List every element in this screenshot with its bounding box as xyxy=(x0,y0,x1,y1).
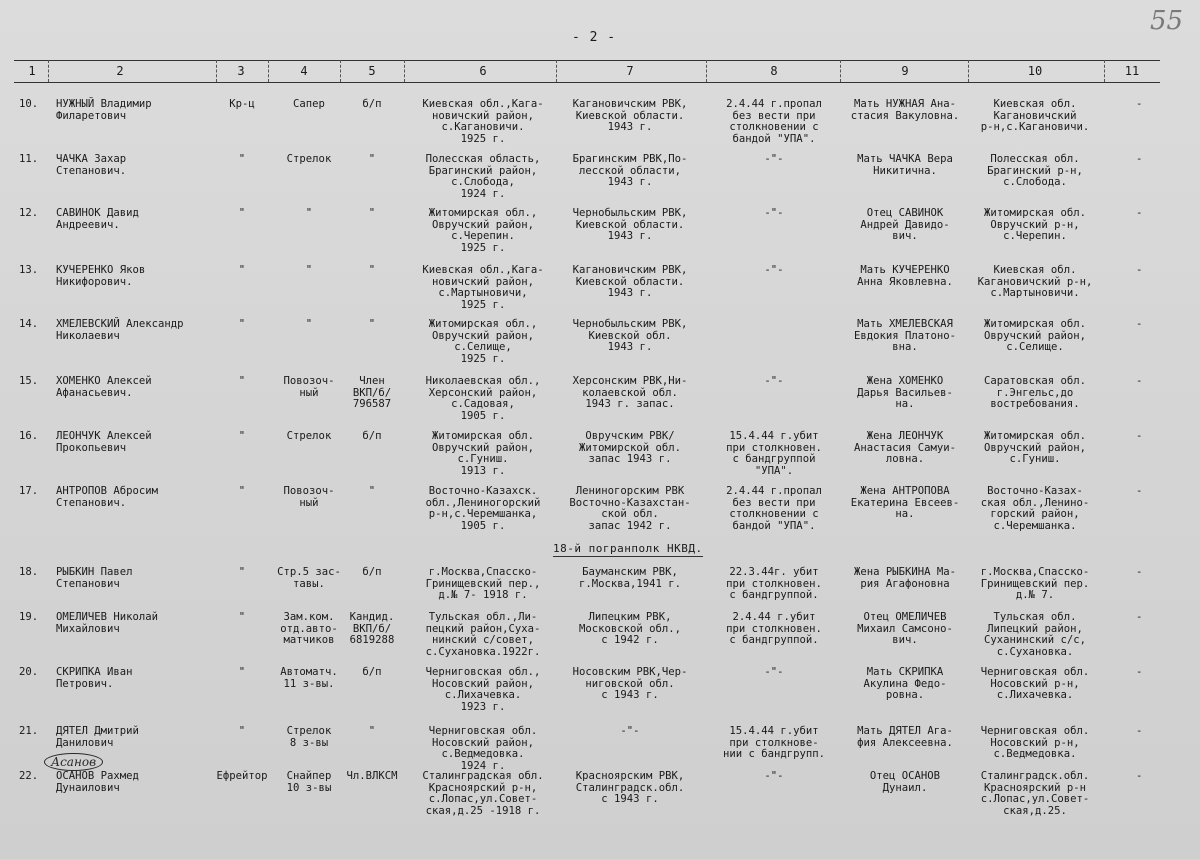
row-number: 10. xyxy=(19,98,39,110)
drafted-by-rvk: Херсонским РВК,Ни- колаевской обл. 1943 г. запас. xyxy=(572,375,688,411)
kin-address: Киевская обл. Кагановичский р-н,с.Кагановичи. xyxy=(980,98,1090,134)
column-separator xyxy=(556,60,557,82)
column-number-3: 3 xyxy=(237,64,245,78)
next-of-kin: Жена ХОМЕНКО Дарья Васильев- на. xyxy=(857,375,953,411)
row-number: 13. xyxy=(19,264,39,276)
person-name: РЫБКИН Павел Степанович xyxy=(56,566,133,590)
column-number-1: 1 xyxy=(28,64,36,78)
military-rank: " xyxy=(238,264,246,276)
row-number: 16. xyxy=(19,430,39,442)
person-name: СКРИПКА Иван Петрович. xyxy=(56,666,133,690)
military-rank: " xyxy=(238,725,246,737)
fate-circumstances: 22.3.44г. убит при столкновен. с бандгруппой. xyxy=(726,566,822,602)
person-name: КУЧЕРЕНКО Яков Никифорович. xyxy=(56,264,146,288)
birth-place-year: Восточно-Казахск. обл.,Лениногорский р-н,с.Черемшанка, 1905 г. xyxy=(425,485,541,532)
column-separator xyxy=(840,60,841,82)
drafted-by-rvk: Брагинским РВК,По- лесской области, 1943 г. xyxy=(572,153,688,189)
column-separator xyxy=(340,60,341,82)
person-name: ОМЕЛИЧЕВ Николай Михайлович xyxy=(56,611,159,635)
next-of-kin: Жена ЛЕОНЧУК Анастасия Самуи- ловна. xyxy=(853,430,957,466)
drafted-by-rvk: Липецким РВК, Московской обл., с 1942 г. xyxy=(578,611,682,647)
fate-circumstances: -"- xyxy=(764,264,784,276)
column-number-4: 4 xyxy=(300,64,308,78)
column-separator xyxy=(268,60,269,82)
fate-circumstances: 2.4.44 г.убит при столкновен. с бандгруппой. xyxy=(726,611,822,647)
next-of-kin: Мать КУЧЕРЕНКО Анна Яковлевна. xyxy=(857,264,953,288)
party-membership: б/п xyxy=(362,566,382,578)
row-number: 19. xyxy=(19,611,39,623)
fate-circumstances: -"- xyxy=(764,666,784,678)
kin-address: Тульская обл. Липецкий район, Суханинский с/с, с.Сухановка. xyxy=(983,611,1087,658)
military-rank: " xyxy=(238,153,246,165)
party-membership: " xyxy=(368,153,376,165)
header-rule-bottom xyxy=(14,82,1160,83)
drafted-by-rvk: Чернобыльским РВК, Киевской области. 1943 г. xyxy=(572,207,688,243)
person-name: ХМЕЛЕВСКИЙ Александр Николаевич xyxy=(56,318,184,342)
next-of-kin: Мать СКРИПКА Акулина Федо- ровна. xyxy=(863,666,947,702)
fate-circumstances: -"- xyxy=(764,207,784,219)
party-membership: " xyxy=(368,207,376,219)
drafted-by-rvk: Кагановичским РВК, Киевской области. 1943 г. xyxy=(572,264,688,300)
column-separator xyxy=(216,60,217,82)
military-rank: " xyxy=(238,318,246,330)
birth-place-year: Киевская обл.,Кага- новичский район, с.Кагановичи. 1925 г. xyxy=(422,98,544,145)
drafted-by-rvk: Бауманским РВК, г.Москва,1941 г. xyxy=(578,566,682,590)
military-rank: " xyxy=(238,375,246,387)
drafted-by-rvk: Кагановичским РВК, Киевской области. 1943 г. xyxy=(572,98,688,134)
column-number-7: 7 xyxy=(626,64,634,78)
column-11-value: - xyxy=(1136,318,1143,330)
section-heading: 18-й погранполк НКВД. xyxy=(553,542,703,555)
fate-circumstances: 2.4.44 г.пропал без вести при столкновении с бандой "УПА". xyxy=(726,485,822,532)
party-membership: Кандид. ВКП/б/ 6819288 xyxy=(349,611,395,647)
kin-address: Житомирская обл. Овручский район, с.Селище. xyxy=(983,318,1087,354)
military-rank: Кр-ц xyxy=(229,98,255,110)
military-rank: Ефрейтор xyxy=(216,770,268,782)
position: Повозоч- ный xyxy=(283,485,335,509)
military-rank: " xyxy=(238,485,246,497)
column-separator xyxy=(968,60,969,82)
column-separator xyxy=(706,60,707,82)
handwritten-note: Асанов xyxy=(44,753,103,771)
position: Сапер xyxy=(293,98,325,110)
fate-circumstances: 15.4.44 г.убит при столкнове- нии с бандгрупп. xyxy=(722,725,826,761)
column-11-value: - xyxy=(1136,485,1143,497)
row-number: 20. xyxy=(19,666,39,678)
kin-address: г.Москва,Спасско- Гринищевский пер. д.№ 7. xyxy=(980,566,1090,602)
column-number-5: 5 xyxy=(368,64,376,78)
row-number: 12. xyxy=(19,207,39,219)
person-name: ОСАНОВ Рахмед Дунаилович xyxy=(56,770,139,794)
kin-address: Восточно-Казах- ская обл.,Ленино- горский район, с.Черемшанка. xyxy=(980,485,1090,532)
military-rank: " xyxy=(238,207,246,219)
kin-address: Полесская обл. Брагинский р-н, с.Слобода. xyxy=(987,153,1083,189)
column-11-value: - xyxy=(1136,611,1143,623)
position: Стрелок xyxy=(286,153,332,165)
party-membership: б/п xyxy=(362,430,382,442)
drafted-by-rvk: -"- xyxy=(620,725,640,737)
party-membership: Член ВКП/б/ 796587 xyxy=(352,375,392,411)
column-number-9: 9 xyxy=(901,64,909,78)
position: " xyxy=(305,264,313,276)
fate-circumstances: -"- xyxy=(764,153,784,165)
kin-address: Киевская обл. Кагановичский р-н, с.Мартыновичи. xyxy=(977,264,1093,300)
fate-circumstances: 15.4.44 г.убит при столкновен. с бандгруппой "УПА". xyxy=(726,430,822,477)
next-of-kin: Мать ХМЕЛЕВСКАЯ Евдокия Платоно- вна. xyxy=(853,318,957,354)
person-name: ХОМЕНКО Алексей Афанасьевич. xyxy=(56,375,152,399)
row-number: 14. xyxy=(19,318,39,330)
birth-place-year: Сталинградская обл. Красноярский р-н, с.Лопас,ул.Совет- ская,д.25 -1918 г. xyxy=(422,770,544,817)
person-name: НУЖНЫЙ Владимир Филаретович xyxy=(56,98,152,122)
party-membership: " xyxy=(368,318,376,330)
column-11-value: - xyxy=(1136,666,1143,678)
column-11-value: - xyxy=(1136,430,1143,442)
position: Автоматч. 11 з-вы. xyxy=(280,666,338,690)
kin-address: Саратовская обл. г.Энгельс,до востребования. xyxy=(983,375,1087,411)
row-number: 15. xyxy=(19,375,39,387)
kin-address: Черниговская обл. Носовский р-н, с.Лихачевка. xyxy=(980,666,1090,702)
header-rule-top xyxy=(14,60,1160,61)
kin-address: Черниговская обл. Носовский р-н, с.Ведмедовка. xyxy=(980,725,1090,761)
fate-circumstances: -"- xyxy=(764,375,784,387)
military-rank: " xyxy=(238,666,246,678)
page-number: - 2 - xyxy=(572,30,617,45)
column-11-value: - xyxy=(1136,770,1143,782)
position: " xyxy=(305,318,313,330)
drafted-by-rvk: Носовским РВК,Чер- ниговской обл. с 1943 г. xyxy=(572,666,688,702)
position: " xyxy=(305,207,313,219)
column-11-value: - xyxy=(1136,98,1143,110)
column-11-value: - xyxy=(1136,207,1143,219)
kin-address: Сталинградск.обл. Красноярский р-н с.Лопас,ул.Совет- ская,д.25. xyxy=(980,770,1090,817)
kin-address: Житомирская обл. Овручский р-н, с.Черепин. xyxy=(983,207,1087,243)
person-name: САВИНОК Давид Андреевич. xyxy=(56,207,139,231)
column-separator xyxy=(1104,60,1105,82)
next-of-kin: Отец ОМЕЛИЧЕВ Михаил Самсоно- вич. xyxy=(857,611,953,647)
row-number: 21. xyxy=(19,725,39,737)
column-11-value: - xyxy=(1136,725,1143,737)
birth-place-year: Черниговская обл., Носовский район, с.Лихачевка. 1923 г. xyxy=(425,666,541,713)
birth-place-year: Полесская область, Брагинский район, с.Слобода, 1924 г. xyxy=(425,153,541,200)
birth-place-year: Житомирская обл., Овручский район, с.Черепин. 1925 г. xyxy=(428,207,538,254)
party-membership: " xyxy=(368,264,376,276)
drafted-by-rvk: Чернобыльским РВК, Киевской обл. 1943 г. xyxy=(572,318,688,354)
kin-address: Житомирская обл. Овручский район, с.Гуниш. xyxy=(983,430,1087,466)
column-number-11: 11 xyxy=(1124,64,1140,78)
birth-place-year: г.Москва,Спасско- Гринищевский пер., д.№ 7- 1918 г. xyxy=(425,566,541,602)
birth-place-year: Житомирская обл. Овручский район, с.Гуниш. 1913 г. xyxy=(431,430,535,477)
party-membership: " xyxy=(368,485,376,497)
next-of-kin: Отец ОСАНОВ Дунаил. xyxy=(869,770,941,794)
column-separator xyxy=(48,60,49,82)
drafted-by-rvk: Красноярским РВК, Сталинградск.обл. с 1943 г. xyxy=(575,770,685,806)
person-name: ЧАЧКА Захар Степанович. xyxy=(56,153,127,177)
row-number: 11. xyxy=(19,153,39,165)
position: Снайпер 10 з-вы xyxy=(286,770,332,794)
drafted-by-rvk: Лениногорским РВК Восточно-Казахстан- ской обл. запас 1942 г. xyxy=(569,485,691,532)
column-11-value: - xyxy=(1136,566,1143,578)
party-membership: " xyxy=(368,725,376,737)
drafted-by-rvk: Овручским РВК/ Житомирской обл. запас 1943 г. xyxy=(578,430,682,466)
next-of-kin: Мать НУЖНАЯ Ана- стасия Вакуловна. xyxy=(850,98,960,122)
position: Зам.ком. отд.авто- матчиков xyxy=(280,611,338,647)
birth-place-year: Киевская обл.,Кага- новичский район, с.Мартыновичи, 1925 г. xyxy=(422,264,544,311)
person-name: АНТРОПОВ Абросим Степанович. xyxy=(56,485,159,509)
column-number-6: 6 xyxy=(479,64,487,78)
column-11-value: - xyxy=(1136,153,1143,165)
person-name: ЛЕОНЧУК Алексей Прокопьевич xyxy=(56,430,152,454)
party-membership: Чл.ВЛКСМ xyxy=(346,770,398,782)
next-of-kin: Отец САВИНОК Андрей Давидо- вич. xyxy=(860,207,950,243)
row-number: 22. xyxy=(19,770,39,782)
row-number: 18. xyxy=(19,566,39,578)
column-number-2: 2 xyxy=(116,64,124,78)
birth-place-year: Николаевская обл., Херсонский район, с.Садовая, 1905 г. xyxy=(425,375,541,422)
fate-circumstances: -"- xyxy=(764,770,784,782)
birth-place-year: Черниговская обл. Носовский район, с.Ведмедовка. 1924 г. xyxy=(428,725,538,772)
position: Повозоч- ный xyxy=(283,375,335,399)
next-of-kin: Мать ДЯТЕЛ Ага- фия Алексеевна. xyxy=(857,725,953,749)
person-name: ДЯТЕЛ Дмитрий Данилович xyxy=(56,725,139,749)
party-membership: б/п xyxy=(362,666,382,678)
party-membership: б/п xyxy=(362,98,382,110)
next-of-kin: Жена РЫБКИНА Ма- рия Агафоновна xyxy=(853,566,957,590)
archive-page-number: 55 xyxy=(1150,6,1184,36)
column-11-value: - xyxy=(1136,375,1143,387)
next-of-kin: Жена АНТРОПОВА Екатерина Евсеев- на. xyxy=(850,485,960,521)
fate-circumstances: 2.4.44 г.пропал без вести при столкновении с бандой "УПА". xyxy=(726,98,822,145)
position: Стрелок 8 з-вы xyxy=(286,725,332,749)
birth-place-year: Житомирская обл., Овручский район, с.Селище, 1925 г. xyxy=(428,318,538,365)
column-11-value: - xyxy=(1136,264,1143,276)
column-number-8: 8 xyxy=(770,64,778,78)
military-rank: " xyxy=(238,566,246,578)
birth-place-year: Тульская обл.,Ли- пецкий район,Суха- нинский с/совет, с.Сухановка.1922г. xyxy=(425,611,541,658)
position: Стрелок xyxy=(286,430,332,442)
next-of-kin: Мать ЧАЧКА Вера Никитична. xyxy=(857,153,953,177)
military-rank: " xyxy=(238,611,246,623)
position: Стр.5 зас- тавы. xyxy=(277,566,341,590)
column-separator xyxy=(404,60,405,82)
row-number: 17. xyxy=(19,485,39,497)
military-rank: " xyxy=(238,430,246,442)
column-number-10: 10 xyxy=(1027,64,1043,78)
